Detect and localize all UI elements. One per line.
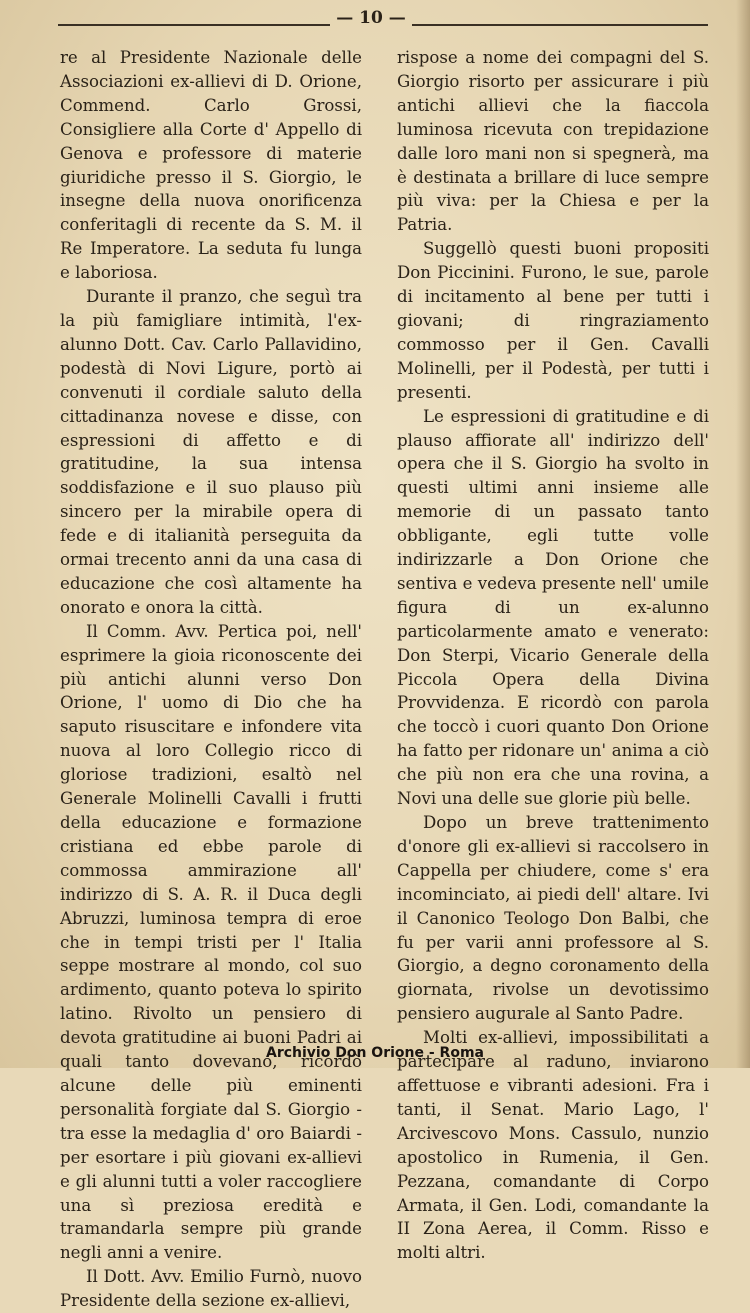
page-edge-shadow bbox=[736, 0, 750, 1068]
right-column bbox=[397, 46, 709, 1265]
page-number: — 10 — bbox=[336, 8, 406, 28]
paragraph: Dopo un breve trattenimento d'onore gli ex-allievi si raccolsero in Cappella per chiudere, come s' era incominciato, ai piedi dell' altare. Ivi il Canonico Teologo Don Balbi, che fu per varii anni professore al S. Giorgio, a degno coronamento della giornata, rivolse un devotissimo pensiero augurale al Santo Padre. bbox=[397, 813, 709, 1024]
paragraph: Suggellò questi buoni propositi Don Piccinini. Furono, le sue, parole di incitamento al bene per tutti i giovani; di ringraziamento commosso per il Gen. Cavalli Molinelli, per il Podestà, per tutti i presenti. bbox=[397, 239, 709, 402]
paragraph: Le espressioni di gratitudine e di plauso affiorate all' indirizzo dell' opera che il S. Giorgio ha svolto in questi ultimi anni insieme alle memorie di un passato tanto obbligante, egli tutte volle indirizzarle a Don Orione che sentiva e vedeva presente nell' umile figura di un ex-alunno particolarmente amato e venerato: Don Sterpi, Vicario Generale della Piccola Opera della Divina Provvidenza. E ricordò con parola che toccò i cuori quanto Don Orione ha fatto per ridonare un' anima a ciò che più non era che una rovina, a Novi una delle sue glorie più belle. bbox=[397, 406, 709, 809]
archive-footer: Archivio Don Orione - Roma bbox=[266, 1045, 484, 1061]
header-rule-left bbox=[58, 24, 330, 26]
paragraph: Il Dott. Avv. Emilio Furnò, nuovo Presidente della sezione ex-allievi, bbox=[60, 1267, 362, 1311]
left-column bbox=[60, 46, 362, 1313]
paragraph: Durante il pranzo, che seguì tra la più famigliare intimità, l'ex-alunno Dott. Cav. Carlo Pallavidino, podestà di Novi Ligure, portò ai convenuti il cordiale saluto della cittadinanza novese e disse, con espressioni di affetto e di gratitudine, la sua intensa soddisfazione e il suo plauso più sincero per la mirabile opera di fede e di italianità perseguita da ormai trecento anni da una casa di educazione che così altamente ha onorato e onora la città. bbox=[60, 287, 362, 617]
paragraph: Il Comm. Avv. Pertica poi, nell' esprimere la gioia riconoscente dei più antichi alunni verso Don Orione, l' uomo di Dio che ha saputo risuscitare e infondere vita nuova al loro Collegio ricco di gloriose tradizioni, esaltò nel Generale Molinelli Cavalli i frutti della educazione e formazione cristiana ed ebbe parole di commossa ammirazione all' indirizzo di S. A. R. il Duca degli Abruzzi, luminosa tempra di eroe che in tempi tristi per l' Italia seppe mostrare al mondo, col suo ardimento, quanto poteva lo spirito latino. Rivolto un pensiero di devota gratitudine ai buoni Padri ai quali tanto dovevano, ricordò alcune delle più eminenti personalità forgiate dal S. Giorgio - tra esse la medaglia d' oro Baiardi - per esortare i più giovani ex-allievi e gli alunni tutti a voler raccogliere una sì preziosa eredità e tramandarla sempre più grande negli anni a venire. bbox=[60, 621, 362, 1263]
header-rule-right bbox=[412, 24, 708, 26]
paragraph: re al Presidente Nazionale delle Associazioni ex-allievi di D. Orione, Commend. Carlo Grossi, Consigliere alla Corte d' Appello di Genova e professore di materie giuridiche presso il S. Giorgio, le insegne della nuova onorificenza conferitagli di recente da S. M. il Re Imperatore. La seduta fu lunga e laboriosa. bbox=[60, 48, 362, 283]
paragraph: Molti ex-allievi, impossibilitati a partecipare al raduno, inviarono affettuose e vibranti adesioni. Fra i tanti, il Senat. Mario Lago, l' Arcivescovo Mons. Cassulo, nunzio apostolico in Rumenia, il Gen. Pezzana, comandante di Corpo Armata, il Gen. Lodi, comandante la II Zona Aerea, il Comm. Risso e molti altri. bbox=[397, 1028, 709, 1263]
paragraph: rispose a nome dei compagni del S. Giorgio risorto per assicurare i più antichi allievi che la fiaccola luminosa ricevuta con trepidazione dalle loro mani non si spegnerà, ma è destinata a brillare di luce sempre più viva: per la Chiesa e per la Patria. bbox=[397, 48, 709, 235]
